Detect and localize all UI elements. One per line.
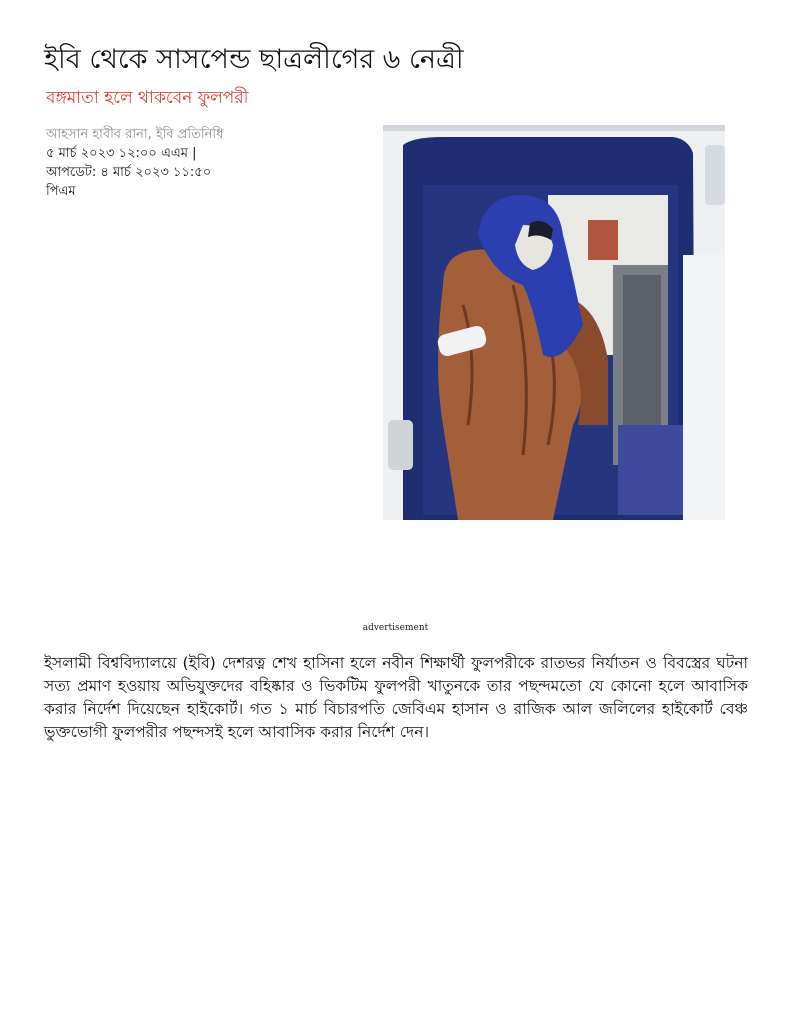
article-headline: ইবি থেকে সাসপেন্ড ছাত্রলীগের ৬ নেত্রী xyxy=(44,44,464,75)
news-photo-illustration xyxy=(383,125,725,520)
advertisement-label: advertisement xyxy=(362,623,429,633)
author-byline[interactable]: আহসান হাবীব রানা, ইবি প্রতিনিধি xyxy=(46,127,224,142)
published-date: ৫ মার্চ ২০২৩ ১২:০০ এএম | xyxy=(46,146,197,161)
article-meta xyxy=(46,125,226,201)
article-photo xyxy=(383,125,725,520)
article-body: ইসলামী বিশ্ববিদ্যালয়ে (ইবি) দেশরত্ন শেখ হাসিনা হলে নবীন শিক্ষার্থী ফুলপরীকে রাতভর নির্যাতন ও বিবস্ত্রের ঘটনা সত্য প্রমাণ হওয়ায় অভিযুক্তদের বহিষ্কার ও ভিকটিম ফুলপরী খাতুনকে তার পছন্দমতো যে কোনো হলে আবাসিক করার নির্দেশ দিয়েছেন হাইকোর্ট। গত ১ মার্চ বিচারপতি জেবিএম হাসান ও রাজিক আল জলিলের হাইকোর্ট বেঞ্চ ভুক্তভোগী ফুলপরীর পছন্দসই হলে আবাসিক করার নির্দেশ দেন। xyxy=(44,654,748,741)
updated-date: আপডেট: ৪ মার্চ ২০২৩ ১১:৫০ পিএম xyxy=(46,165,212,199)
article-subheadline: বঙ্গমাতা হলে থাকবেন ফুলপরী xyxy=(46,88,249,108)
